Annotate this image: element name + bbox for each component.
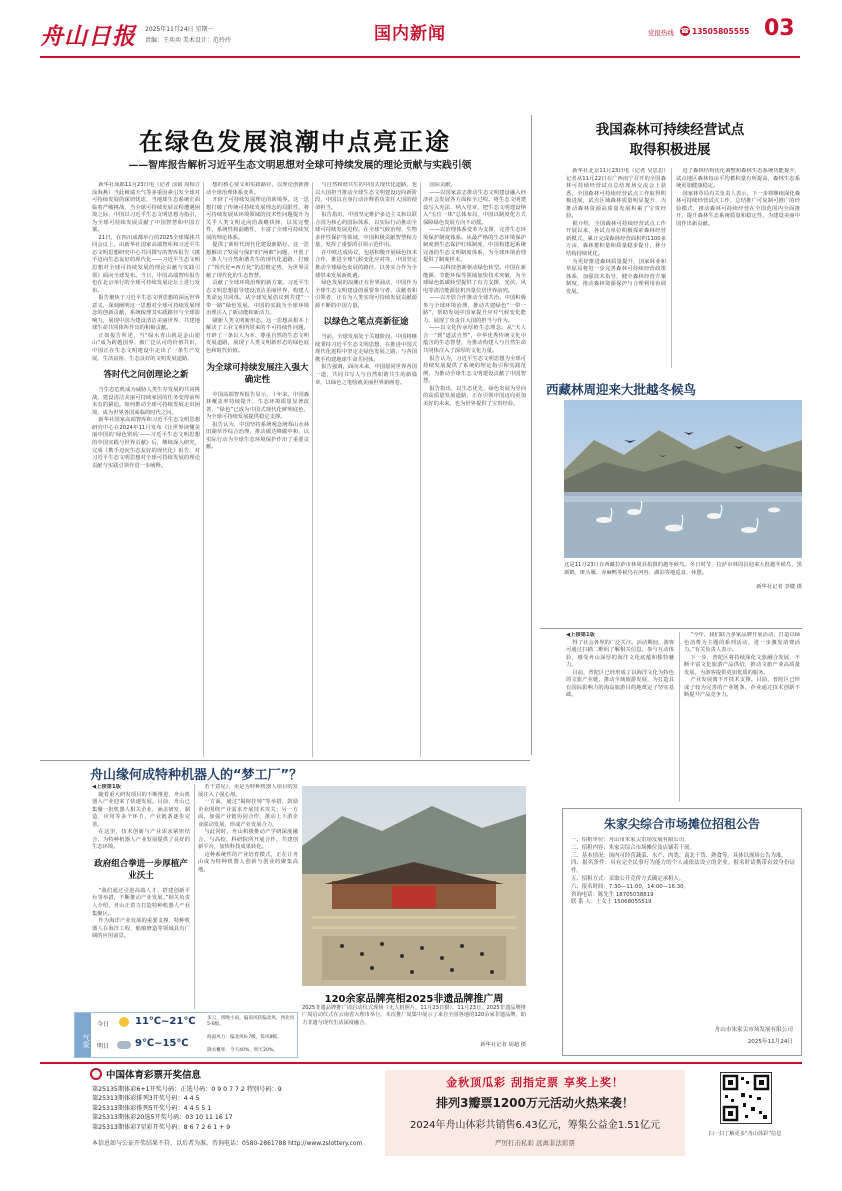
- section-subhead: 为全球可持续发展注入强大确定性: [206, 362, 309, 385]
- paragraph: 这种系统性的产业培育模式，正在让舟山成为特种机器人创新与创业的聚集高地。: [198, 851, 298, 874]
- paragraph: 四、报名条件：具有完全民事行为能力的个人或依法设立的企业。报名时请携带有效身份证件。: [571, 860, 795, 875]
- lottery-results: [92, 1085, 382, 1132]
- paragraph: 报告认为，中国坚持系统观念统筹山水林田湖草沙综合治理，推动碳达峰碳中和，以实际行动为全球生态环境保护作出了重要贡献。: [206, 421, 309, 451]
- paragraph: ——以文化传承厚植生态理念。从“天人合一”到“道法自然”，中华优秀传统文化中蕴含的生态智慧，为推动构建人与自然生命共同体注入了深厚的文化力量。: [423, 325, 526, 355]
- qr-label: 扫一扫了解更多“舟山体彩”信息: [708, 1131, 782, 1137]
- page-number: 03: [764, 16, 795, 41]
- contd-col2: [684, 632, 800, 802]
- weather-label: 气象: [75, 1013, 91, 1057]
- swan-feature-title: 西藏林周迎来大批越冬候鸟: [546, 382, 697, 397]
- main-article-col2: [206, 182, 309, 757]
- contact-line: 咨询电话：陈先生 18705038819: [571, 891, 654, 898]
- weather-today-temp: 11℃~21℃: [135, 1016, 196, 1027]
- ad-slogan: 严厉打击私彩 远离非法彩票: [494, 1139, 576, 1147]
- swan-feature: [540, 378, 802, 634]
- paragraph: 进了森林结构优化调整和森林生态系统功能提升，试点地区森林每亩平均蓄积量有所提高，森林生态系统更加健康稳定。: [676, 168, 800, 190]
- heritage-caption: 2025非遗品牌推广周启动仪式现场（无人机照片，11月23日摄）。11月23日，2025非遗品牌推广周启动仪式在云南省大理市举行。本次推广周集中展示了来自全国各地的120余家非遗品牌，助力非遗与现代生活深度融合。: [302, 1005, 526, 1026]
- lottery-row: 第25135期体彩6+1开奖号码：正选号码：0 9 0 7 7 2 特别号码：9: [92, 1086, 282, 1093]
- paragraph: 三、基本情况：场内可经营蔬菜、水产、肉类、南北干货、熟食等。具体以现场公告为准。: [571, 852, 787, 859]
- main-headline: 在绿色发展浪潮中点亮正途: [139, 127, 451, 156]
- paragraph: 绿色发展的浪潮正在世界涌动，中国作为全球生态文明建设的重要参与者、贡献者和引领者，正在为人类实现可持续发展贡献源源不断的中国力量。: [315, 280, 417, 309]
- paragraph: 国家林草局有关负责人表示，下一步将继续深化森林可持续经营试点工作，总结推广可复制可推广的经验模式，推动森林可持续经营在全国范围内全面推开，提升森林生态系统质量和稳定性，为建设美丽中国作出新贡献。: [676, 190, 800, 227]
- paragraph: 产业发展离不开技术支撑。目前，普陀区已形成了较为完善的产业链条，企业通过技术创新不断提升产品竞争力。: [684, 677, 800, 699]
- ad-line-2: 排列3瓣票1200万元活动火热来袭！: [436, 1096, 634, 1110]
- paragraph: 报告指出，中国坚定维护多边主义和以联合国为核心的国际体系，以实际行动推动全球可持续发展进程。在全球气候治理、生物多样性保护等领域，中国积极贡献智慧和力量，发挥了重要的引领示范作用。: [315, 212, 417, 249]
- paragraph: 据介绍，全国森林可持续经营试点工作开展以来，各试点单位积极探索森林经营新模式，累计完成森林经营面积约1100多万亩，森林蓄积量和质量稳步提升，林分结构持续优化。: [566, 220, 666, 258]
- paragraph: 在中欧达成协议，包括积极开展绿色技术合作，推进全球气候变化应对等，中国坚定推动全球绿色发展的路径，以务实合作为全球带来发展新机遇。: [315, 249, 417, 279]
- heritage-credit: 新华社记者 胡超 摄: [480, 1042, 526, 1048]
- paragraph: 随着重大研发项目的不断推进，舟山机器人产业迎来了快速发展。目前，舟山已集聚一批机器人相关企业，涵盖研发、制造、应用等多个环节，产业链条逐步完善。: [92, 791, 190, 828]
- paragraph: ——以开放合作推动全球共治。中国积极参与全球环境治理，推动共建绿色“一带一路”，帮助发展中国家提升应对气候变化能力，展现了负责任大国的担当与作为。: [423, 295, 526, 324]
- paragraph: ——以治理体系变革为支撑，完善生态环境保护制度体系。从最严格的生态环境保护制度到生态保护红线制度，中国构建起系统完备的生态文明制度体系，为全球环境治理提供了制度样本。: [423, 227, 526, 264]
- forest-col1: [566, 168, 666, 368]
- paragraph: ——以科技创新驱动绿色转型。中国在新能源、节能环保等领域加快技术突破，为全球绿色低碳转型提供了有力支撑，光伏、风电等清洁能源装机容量位居世界前列。: [423, 265, 526, 294]
- tender-notice: [562, 808, 802, 1056]
- section-subhead: 以绿色之笔点亮新征途: [323, 317, 409, 328]
- tender-date: 2025年11月24日: [747, 1039, 793, 1045]
- qr-code[interactable]: [720, 1072, 772, 1124]
- lottery-section: [40, 1066, 802, 1166]
- main-article-col3: [315, 182, 417, 757]
- lottery-title: 中国体育彩票开奖信息: [106, 1070, 202, 1081]
- tender-signer: 舟山市朱家尖市场发展有限公司: [714, 1027, 793, 1033]
- forest-headline-line1: 我国森林可持续经营试点: [595, 122, 745, 138]
- weather-tomorrow-temp: 9℃~15℃: [135, 1038, 189, 1049]
- contact-line: 联 系 人：王女士 15068055519: [571, 899, 652, 906]
- paragraph: 为更好推进森林质量提升，国家林业和草原局将进一步完善森林可持续经营政策体系，加强技术指导，健全森林经营方案制度，推动森林资源保护与合理利用协调发展。: [566, 258, 666, 295]
- paragraph: 报告指出，以生态优先、绿色发展为导向的高质量发展道路，正在引领中国迈向更加美好的未来，也为世界提供了宝贵经验。: [423, 385, 526, 407]
- tender-title: 朱家尖综合市场摊位招租公告: [603, 817, 760, 831]
- lottery-row: 第25313期体彩排列5开奖号码：4 4 5 5 1: [92, 1104, 212, 1112]
- paragraph: 一方面，通过“揭榜挂帅”等举措，鼓励企业围绕产业需求开展技术攻关；另一方面，加强产业链协同合作，推动上下游企业联动发展，形成产业发展合力。: [198, 799, 298, 828]
- paragraph: 当前，全球发展处于关键阶段，中国将继续秉持习近平生态文明思想，在推进中国式现代化进程中坚定走绿色发展之路，与各国携手构建地球生命共同体。: [315, 334, 417, 363]
- swan-credit: 新华社记者 李键 摄: [756, 584, 802, 590]
- weather-note-1: 多云，傍晚小雨。偏南风转偏北风，西北风5-6级。: [207, 1016, 295, 1028]
- paragraph: “今年，我们联合多家品牌开展活动，打造以绿色消费为主题的系列活动，进一步激发消费活力。”有关负责人表示。: [684, 632, 800, 654]
- paragraph: ◀上接第1版: [92, 784, 121, 790]
- paragraph: 得了社会各界的广泛关注。活动期间，游客可通过扫描二维码了解相关信息，参与互动体验，感受舟山深厚的海洋文化底蕴和独特魅力。: [566, 639, 674, 669]
- paragraph: 与此同时，舟山积极推动产学研深度融合，与高校、科研院所开展合作，共建创新平台，加快科技成果转化。: [198, 829, 298, 851]
- lottery-logo-icon: [90, 1068, 102, 1080]
- phone-icon: ☎: [680, 27, 690, 35]
- paragraph: ——以国家意志推动生态文明建设融入经济社会发展各方面和全过程。将生态文明建设写入宪法、纳入党章，把生态文明建设纳入“五位一体”总体布局，中国以制度化方式保障绿色发展方向不动摇。: [423, 189, 526, 226]
- paragraph: 想的核心要义和实践路径，以理论创新推动全球治理体系变革。: [206, 182, 309, 196]
- hotline-number: 13505805555: [692, 27, 750, 36]
- lottery-row: 第25313期体彩排列3开奖号码：4 4 5: [92, 1095, 200, 1103]
- paragraph: 作为海洋产业发展的重要支撑，特种机器人在海洋工程、船舶修造等领域具有广阔的应用前景。: [92, 918, 190, 940]
- paragraph: 新华社国家高端智库和习近平生态文明思想研究中心在2024年11月发布《让世界读懂美丽中国的‘绿色密码’——习近平生态文明思想的中国实践与世界贡献》后，继续深入研究，完成《携手迈向生态友好的现代化》报告，对习近平生态文明思想对全球可持续发展的理论贡献与实践引领作进一步阐释。: [92, 417, 200, 469]
- section-subhead: 答时代之问创理论之新: [103, 370, 189, 381]
- paragraph: 目前，普陀区已经形成了以海洋文化为特色的文旅产业链，推动全域旅游发展，为打造具有国际影响力的海岛旅游目的地奠定了坚实基础。: [566, 669, 674, 699]
- paragraph: 正如报告所述，当“绿水青山就是金山银山”成为跨越国界、被广泛认可的价值共识，中国正在生态文明建设中走出了一条生产发展、生活富裕、生态良好的文明发展道路。: [92, 332, 200, 362]
- robot-headline: 舟山缘何成特种机器人的“梦工厂”？: [90, 768, 303, 783]
- paragraph: 提供了新时代现代化建设新路径。这一思想解决了发展与保护的“两难”问题，开创了一条人与自然和谐共生的现代化道路，打破了“现代化=西方化”的思维定势，为世界贡献了现代化的生态智慧。: [206, 242, 309, 279]
- ad-line-3: 2024年舟山体彩共销售6.43亿元，筹集公益金1.51亿元: [410, 1120, 660, 1131]
- forest-col2: [676, 168, 800, 368]
- paragraph: 国际贡献。: [429, 182, 456, 188]
- tender-body: [571, 837, 795, 1017]
- contd-col1: [566, 632, 674, 802]
- section-title: 国内新闻: [374, 24, 446, 44]
- paragraph: 在这里，技术创新与产业需求紧密结合，为特种机器人产业发展提供了良好的生态环境。: [92, 829, 190, 851]
- paragraph: 二、招租内容：朱家尖综合市场摊位及店铺若干间。: [571, 844, 695, 851]
- paragraph: “我们通过引进高端人才、搭建创新平台等举措，不断推动产业发展。”相关负责人介绍，舟山正着力打造特种机器人产业集聚区。: [92, 887, 190, 917]
- swan-caption: 这是11月23日在西藏拉萨市林周县拍摄的越冬候鸟。冬日时节，拉萨市林周县迎来大批越冬候鸟，黑颈鹤、斑头雁、赤麻鸭等候鸟在河谷、湖泊等地觅食、休憩。: [564, 562, 802, 576]
- paragraph: 21日，在四川成都举行的2025全球媒体共同会议上，由新华社国家高端智库和习近平生态文明思想研究中心共同撰写的智库报告《携手迈向生态友好的现代化——习近平生态文明思想对全球可持续发展的理论贡献与实践引领》面向全球发布。当日，中国高端智库报告也在北京举行的全球可持续发展论坛上进行发布。: [92, 234, 200, 294]
- paragraph: 与自然和谐共生的中国式现代化道路，也以大国担当推动全球生态文明建设迈向新阶段，中国以自身行动诠释着负责任大国的使命担当。: [315, 182, 417, 211]
- swan-photo: [564, 400, 802, 558]
- robot-col1: [92, 784, 190, 1009]
- lottery-ad: [385, 1070, 685, 1156]
- paragraph: 新华社成都11月23日电（记者 涂铭 周相吉 涂海燕）当此极端天气等多重因素引发全球对可持续发展的深切忧虑，当地球生态系统正面临着严峻挑战，当全球可持续发展议程遭遇困境之际，中国以习近平生态文明思想为指引，为全球可持续发展贡献了中国智慧和中国方案。: [92, 182, 200, 234]
- forest-headline-line2: 取得积极进展: [629, 142, 711, 158]
- weather-box: [74, 1012, 298, 1058]
- lottery-note: 本信息如与公证开奖结果不符，以后者为准。咨询电话：0580-2861788 http://www.zslottery.com: [92, 1140, 363, 1147]
- paragraph: 报告强调，面向未来，中国愿同世界各国一道，共同书写人与自然和谐共生的新篇章，以绿色之笔绘就美丽世界新画卷。: [315, 364, 417, 386]
- newspaper-logo: 舟山日报: [40, 23, 136, 50]
- paragraph: 报告聚焦于习近平生态文明思想的深远世界意义，深刻阐明这一思想对全球可持续发展理念的创新贡献，系统梳理其实践路径与全球影响力，展现中国为建设清洁美丽世界、共建地球生命共同体所作出的积极贡献。: [92, 295, 200, 332]
- paragraph: 开辟了可持续发展理论的新境界。这一思想打破了传统可持续发展理念的局限性，将可持续发展从环境领域的技术性问题提升为关乎人类文明走向的战略抉择，以其完整性、系统性和前瞻性，丰富了全球可持续发展的理论体系。: [206, 197, 309, 241]
- issue-date: 2025年11月24日 星期一: [145, 26, 214, 33]
- forest-headline: [540, 120, 800, 160]
- heritage-photo: [302, 786, 526, 986]
- cloud-icon: [117, 1041, 131, 1049]
- paragraph: 新华社北京11月23日电（记者 吴思思）记者从11月22日在广西南宁召开的全国森林可持续经营试点总结现场交流会上获悉，全国森林可持续经营试点工作取得积极进展，试点区域森林质量明显提升，为推动森林资源高质量发展积累了宝贵经验。: [566, 168, 666, 220]
- main-subtitle: ——智库报告解析习近平生态文明思想对全球可持续发展的理论贡献与实践引领: [128, 160, 472, 171]
- weather-note-3: 降水概率：今天40%，明天20%。: [207, 1048, 278, 1053]
- lottery-row: 第25313期体彩7星彩开奖号码：8 6 7 2 6 1 + 9: [92, 1123, 231, 1131]
- weather-note-2: 海面风力：偏北风6-7级，阵风8级。: [207, 1035, 282, 1040]
- paragraph: 当生态危机成为威胁人类生存发展的共同挑战，建设清洁美丽可持续家园的任务变得前所未有的紧迫。如何推动全球可持续发展走出困境，成为世界各国面临的时代之问。: [92, 387, 200, 416]
- paragraph: 刷新人类文明新形态。这一思想从根本上解决了工业文明所带来的不可持续性问题，开辟了一条以人为本、尊重自然的生态文明发展道路，展现了人类文明新形态的绿色底色和时代价值。: [206, 317, 309, 355]
- paragraph: 五、招租方式：采取公开竞价方式确定承租人。: [571, 875, 685, 882]
- weather-today-label: 今日: [97, 1021, 110, 1028]
- paragraph: 贡献了全球环境治理的新方案。习近平生态文明思想倡导建设清洁美丽世界，构建人类命运共同体。从全球发展倡议到共建“一带一路”绿色发展，中国的实践为全球环境治理注入了新动能和新活力。: [206, 280, 309, 317]
- main-article-col4: [423, 182, 526, 757]
- paragraph: 报告认为，习近平生态文明思想为全球可持续发展提供了系统的理论指引和实践范例，为推动全球生态文明建设贡献了中国智慧。: [423, 355, 526, 385]
- heritage-title: 120余家品牌亮相2025非遗品牌推广周: [324, 994, 504, 1005]
- hotline-label: 党报热线: [648, 29, 674, 37]
- sun-cloud-icon: [119, 1017, 129, 1027]
- masthead: [40, 18, 800, 66]
- section-subhead: 政府组合拳进一步厚植产业沃土: [94, 858, 188, 881]
- main-article-col1: [92, 182, 200, 757]
- paragraph: 中国高端智库报告显示，十年来，中国森林覆盖率持续提升，生态环境质量显著改善，“绿色”已成为中国式现代化鲜明底色，为全球可持续发展提供稳定支撑。: [206, 391, 309, 421]
- paragraph: ◀上接第1版: [566, 632, 595, 638]
- robot-col2: [198, 784, 298, 1009]
- ad-line-1: 金秋顶瓜彩 刮指定票 享奖上奖！: [446, 1076, 624, 1089]
- lottery-row: 第25313期体彩20选5开奖号码：03 10 11 16 17: [92, 1114, 233, 1122]
- header-divider: [40, 56, 800, 58]
- editor-credit: 责编：王奕奕 美术设计：范玲玲: [145, 37, 231, 44]
- paragraph: 若干意见》，更是为特种机器人项目的发展注入了强心剂。: [198, 784, 298, 798]
- paragraph: 六、报名时间：7:30—11:00，14:00—16:30。: [571, 883, 690, 890]
- weather-tomorrow-label: 明日: [97, 1043, 110, 1050]
- paragraph: 一、招租单位：舟山市朱家尖市场发展有限公司。: [571, 837, 690, 843]
- paragraph: 下一步，普陀区将持续深化文旅融合发展，不断丰富文化旅游产品供给，推动文旅产业高质量发展，为游客提供更加优质的服务。: [684, 654, 800, 676]
